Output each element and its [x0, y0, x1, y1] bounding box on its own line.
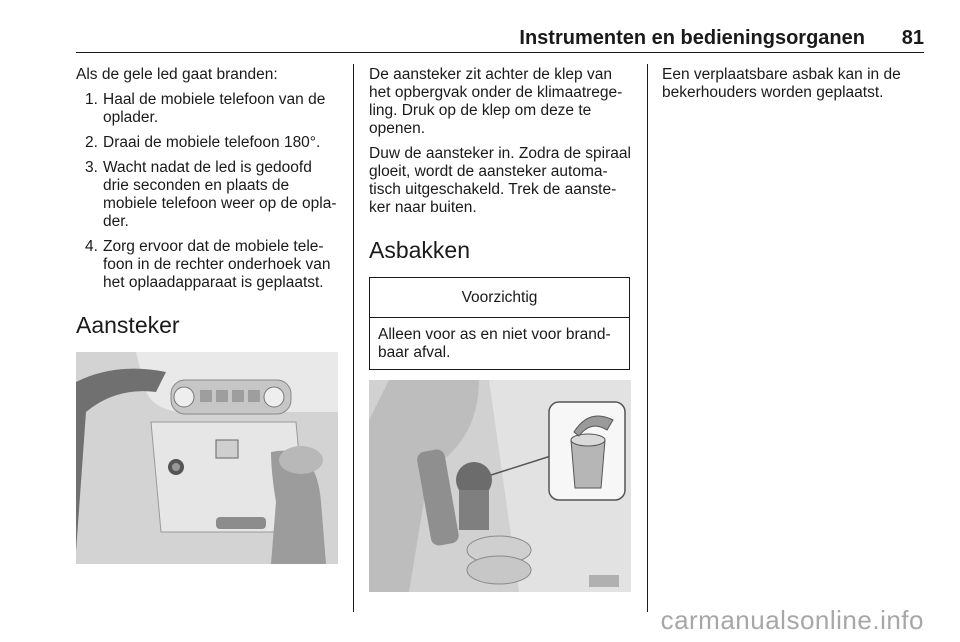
lighter-paragraph-1: De aansteker zit achter de klep van het opbergvak onder de klimaatrege-ling. Druk op de klep om deze te openen.	[369, 66, 623, 137]
caution-title: Voorzichtig	[370, 278, 629, 318]
column-2	[369, 66, 633, 592]
step-number: 4.	[85, 238, 98, 255]
watermark: carmanualsonline.info	[660, 605, 924, 635]
section-heading-aansteker: Aansteker	[76, 312, 180, 338]
column-1	[76, 66, 338, 564]
lighter-illustration-svg	[76, 352, 338, 564]
step-number: 2.	[85, 134, 98, 151]
ashtray-paragraph: Een verplaatsbare asbak kan in de bekerhouders worden geplaatst.	[662, 66, 901, 101]
list-item	[76, 91, 338, 127]
page-header-title: Instrumenten en bedieningsorganen	[519, 27, 865, 49]
column-divider-right	[647, 64, 648, 612]
step-text: Zorg ervoor dat de mobiele tele-foon in de rechter onderhoek van het oplaadapparaat is geplaatst.	[103, 238, 331, 291]
intro-text: Als de gele led gaat branden:	[76, 66, 278, 83]
step-number: 3.	[85, 159, 98, 176]
caution-box	[369, 277, 630, 370]
step-text: Wacht nadat de led is gedoofd drie seconden en plaats de mobiele telefoon weer op de opla-der.	[103, 159, 337, 230]
list-item	[76, 238, 338, 292]
list-item	[76, 159, 338, 231]
step-text: Haal de mobiele telefoon van de oplader.	[103, 91, 326, 126]
steps-list	[76, 91, 338, 292]
column-3	[662, 66, 924, 109]
lighter-paragraph-2: Duw de aansteker in. Zodra de spiraal gloeit, wordt de aansteker automa-tisch uitgeschakeld. Trek de aanste-ker naar buiten.	[369, 145, 631, 216]
list-item	[76, 134, 338, 152]
header-rule	[76, 52, 924, 53]
page-number: 81	[901, 27, 924, 49]
section-heading-asbakken: Asbakken	[369, 237, 471, 263]
caution-text: Alleen voor as en niet voor brand-baar afval.	[378, 326, 611, 361]
ashtray-illustration	[369, 380, 631, 592]
step-number: 1.	[85, 91, 98, 108]
step-text: Draai de mobiele telefoon 180°.	[103, 134, 321, 151]
lighter-illustration	[76, 352, 338, 564]
ashtray-illustration-svg	[369, 380, 631, 592]
column-divider-left	[353, 64, 354, 612]
